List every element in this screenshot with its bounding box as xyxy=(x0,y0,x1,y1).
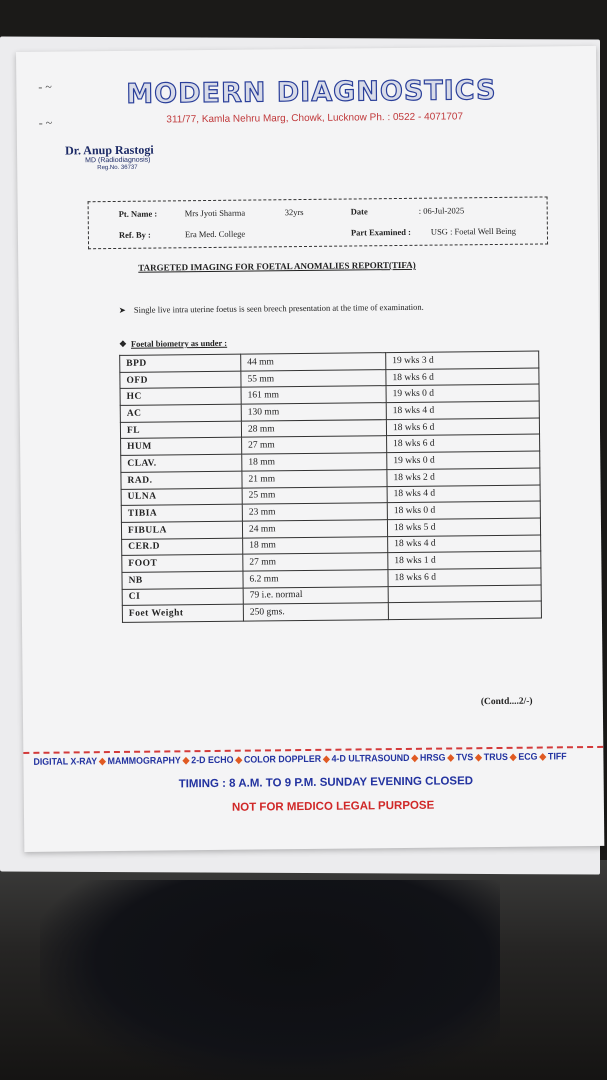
biometry-value: 27 mm xyxy=(242,436,387,454)
biometry-gestational-age: 18 wks 6 d xyxy=(386,368,539,386)
biometry-value: 27 mm xyxy=(243,553,388,571)
biometry-gestational-age: 18 wks 5 d xyxy=(387,518,540,536)
diamond-separator-icon: ◆ xyxy=(235,754,243,766)
diamond-separator-icon: ◆ xyxy=(322,753,330,765)
biometry-gestational-age: 18 wks 4 d xyxy=(387,485,540,503)
services-list xyxy=(33,751,607,768)
letterhead-address: 311/77, Kamla Nehru Marg, Chowk, Lucknow Ph. : 0522 - 4071707 xyxy=(166,111,464,126)
biometry-param: FOOT xyxy=(122,554,243,572)
report-title: TARGETED IMAGING FOR FOETAL ANOMALIES REPORT(TIFA) xyxy=(138,259,416,273)
biometry-gestational-age: 19 wks 0 d xyxy=(387,451,540,469)
finding-line xyxy=(119,302,424,316)
diamond-bullet-icon: ❖ xyxy=(119,338,127,349)
biometry-value: 79 i.e. normal xyxy=(243,586,388,604)
biometry-gestational-age xyxy=(388,601,541,619)
biometry-gestational-age: 18 wks 2 d xyxy=(387,468,540,486)
biometry-value: 21 mm xyxy=(242,469,387,487)
diamond-separator-icon: ◆ xyxy=(411,752,419,764)
biometry-param: HC xyxy=(120,388,241,406)
service-item: ECG xyxy=(518,751,538,763)
service-item: DIGITAL X-RAY xyxy=(33,756,98,768)
legal-disclaimer: NOT FOR MEDICO LEGAL PURPOSE xyxy=(231,799,435,814)
biometry-heading xyxy=(119,338,227,350)
patient-details-box xyxy=(88,196,548,249)
biometry-value: 6.2 mm xyxy=(243,570,388,588)
diamond-separator-icon: ◆ xyxy=(475,752,482,764)
pen-mark: - ~ xyxy=(38,115,53,130)
biometry-value: 250 gms. xyxy=(243,603,388,621)
biometry-param: AC xyxy=(120,404,241,422)
biometry-gestational-age: 18 wks 0 d xyxy=(387,501,540,519)
biometry-param: RAD. xyxy=(121,471,242,489)
dark-object-foreground xyxy=(40,880,500,1080)
biometry-value: 18 mm xyxy=(243,536,388,554)
biometry-param: NB xyxy=(122,571,243,589)
biometry-value: 55 mm xyxy=(241,369,386,387)
biometry-gestational-age xyxy=(388,585,541,603)
doctor-qualification: MD (Radiodiagnosis) xyxy=(85,156,151,165)
patient-name-value: Mrs Jyoti Sharma xyxy=(184,207,246,219)
diamond-separator-icon: ◆ xyxy=(509,751,517,763)
biometry-param: BPD xyxy=(120,354,241,372)
report-sheet xyxy=(16,46,604,852)
finding-text: Single live intra uterine foetus is seen breech presentation at the time of examination. xyxy=(133,301,424,315)
biometry-gestational-age: 18 wks 4 d xyxy=(388,535,541,553)
biometry-heading-text: Foetal biometry as under : xyxy=(130,337,228,349)
biometry-param: Foet Weight xyxy=(122,604,243,622)
biometry-value: 28 mm xyxy=(241,419,386,437)
biometry-gestational-age: 19 wks 3 d xyxy=(386,351,539,369)
biometry-param: FL xyxy=(120,421,241,439)
biometry-value: 23 mm xyxy=(242,503,387,521)
biometry-gestational-age: 18 wks 6 d xyxy=(387,434,540,452)
diamond-separator-icon: ◆ xyxy=(98,756,106,768)
biometry-param: CI xyxy=(122,588,243,606)
ref-by-value: Era Med. College xyxy=(184,228,246,240)
biometry-value: 18 mm xyxy=(242,453,387,471)
biometry-param: CLAV. xyxy=(121,454,242,472)
part-examined-value: USG : Foetal Well Being xyxy=(430,225,517,237)
biometry-param: ULNA xyxy=(121,488,242,506)
service-item: 4-D ULTRASOUND xyxy=(331,752,410,765)
biometry-table xyxy=(119,351,542,623)
biometry-gestational-age: 18 wks 1 d xyxy=(388,551,541,569)
biometry-gestational-age: 18 wks 4 d xyxy=(386,401,539,419)
biometry-gestational-age: 18 wks 6 d xyxy=(388,568,541,586)
biometry-gestational-age: 19 wks 0 d xyxy=(386,384,539,402)
diamond-separator-icon: ◆ xyxy=(539,751,547,763)
biometry-value: 161 mm xyxy=(241,386,386,404)
doctor-registration: Reg.No. 36737 xyxy=(97,164,138,172)
pen-mark: - ~ xyxy=(38,79,52,94)
timing-text: TIMING : 8 A.M. TO 9 P.M. SUNDAY EVENING CLOSED xyxy=(178,775,474,791)
table-row xyxy=(122,601,541,622)
service-item: TVS xyxy=(456,752,474,764)
patient-name-label: Pt. Name : xyxy=(118,208,158,219)
service-item: TIFF xyxy=(547,751,567,763)
date-value: : 06-Jul-2025 xyxy=(418,205,465,216)
part-examined-label: Part Examined : xyxy=(350,226,411,238)
biometry-param: CER.D xyxy=(122,538,243,556)
biometry-value: 44 mm xyxy=(241,353,386,371)
biometry-param: HUM xyxy=(121,438,242,456)
biometry-param: TIBIA xyxy=(121,504,242,522)
service-item: HRSG xyxy=(419,752,446,764)
service-item: MAMMOGRAPHY xyxy=(107,755,181,768)
biometry-value: 24 mm xyxy=(242,520,387,538)
arrow-bullet-icon: ➤ xyxy=(118,304,126,315)
ref-by-label: Ref. By : xyxy=(118,229,151,240)
doctor-name: Dr. Anup Rastogi xyxy=(64,142,154,158)
letterhead-title: MODERN DIAGNOSTICS xyxy=(126,74,497,110)
biometry-param: OFD xyxy=(120,371,241,389)
diamond-separator-icon: ◆ xyxy=(182,755,190,767)
biometry-param: FIBULA xyxy=(121,521,242,539)
date-label: Date xyxy=(350,206,368,217)
service-item: COLOR DOPPLER xyxy=(243,753,322,766)
biometry-value: 130 mm xyxy=(241,403,386,421)
biometry-value: 25 mm xyxy=(242,486,387,504)
patient-age: 32yrs xyxy=(284,206,304,218)
service-item: 2-D ECHO xyxy=(191,754,234,767)
diamond-separator-icon: ◆ xyxy=(447,752,455,764)
biometry-gestational-age: 18 wks 6 d xyxy=(386,418,539,436)
service-item: TRUS xyxy=(483,751,508,764)
continued-note: (Contd....2/-) xyxy=(480,696,533,708)
